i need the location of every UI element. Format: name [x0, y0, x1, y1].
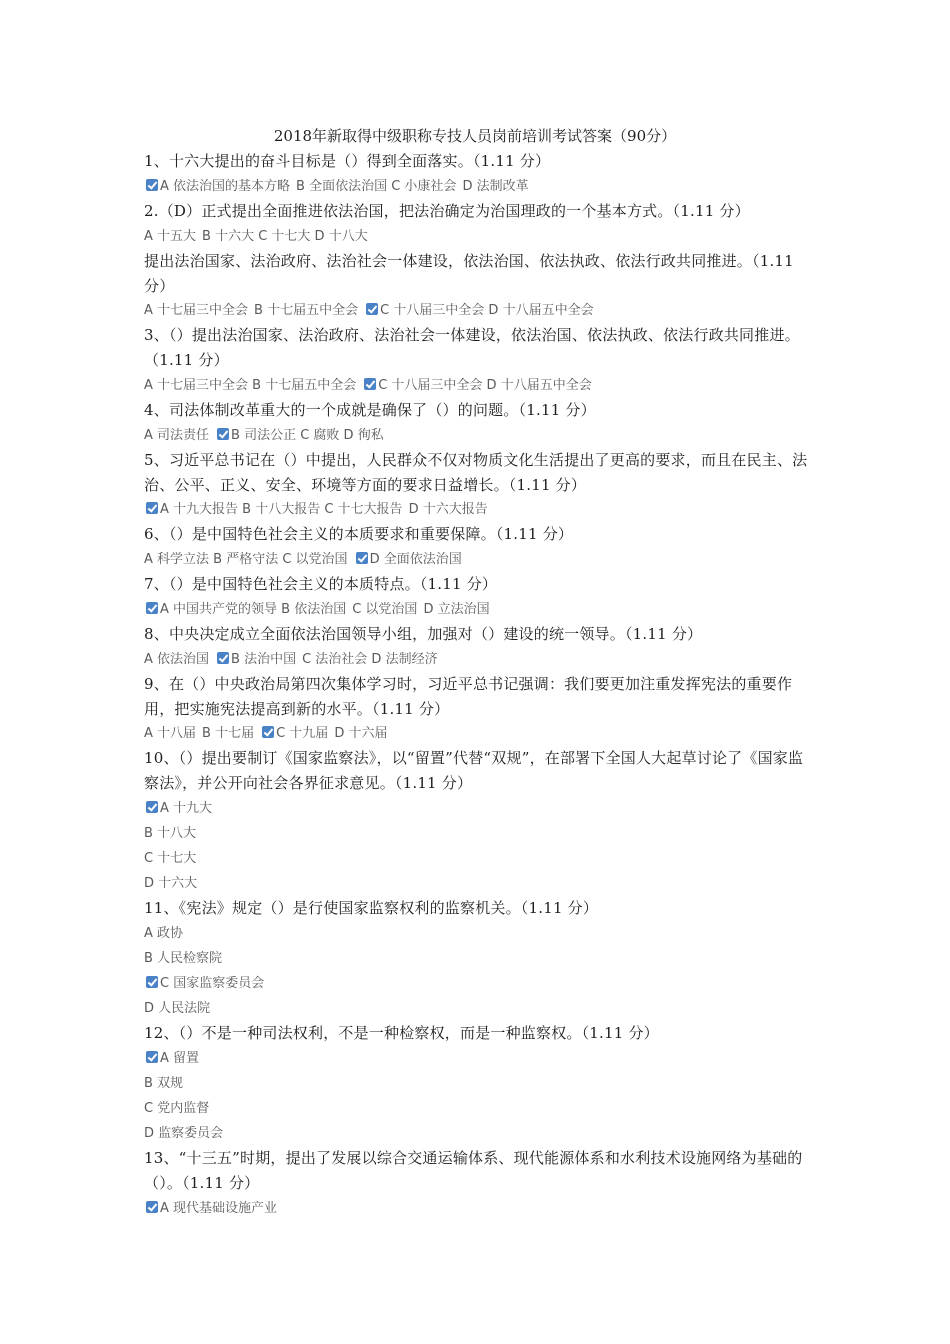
checkbox-checked-icon — [146, 179, 158, 191]
option-label: C 法治社会 D 法制经济 — [302, 652, 438, 667]
option-label: A 十八届 — [144, 726, 197, 741]
option-label: C 十九届 — [276, 726, 329, 741]
question-text: 5、习近平总书记在（）中提出，人民群众不仅对物质文化生活提出了更高的要求，而且在民主、法治、公平、正义、安全、环境等方面的要求日益增长。（1.11 分） — [144, 451, 808, 494]
option-label: D 十六届 — [334, 726, 388, 741]
checkbox-checked-icon — [146, 1051, 158, 1063]
answer-options — [144, 996, 814, 1021]
option-label: B 双规 — [144, 1076, 184, 1091]
checkbox-checked-icon — [217, 652, 229, 664]
checkbox-checked-icon — [146, 976, 158, 988]
answer-options — [144, 174, 814, 199]
option-label: B 十六大 C 十七大 D 十八大 — [202, 229, 368, 244]
answer-options — [144, 497, 814, 522]
question-text: 3、（）提出法治国家、法治政府、法治社会一体建设，依法治国、依法执政、依法行政共同推进。（1.11 分） — [144, 326, 800, 369]
option-label: C 党内监督 — [144, 1101, 210, 1116]
option-label: B 司法公正 C 腐败 D 徇私 — [231, 428, 384, 443]
option-label: C 国家监察委员会 — [160, 976, 265, 991]
answer-options — [144, 1096, 814, 1121]
checkbox-checked-icon — [217, 428, 229, 440]
checkbox-checked-icon — [364, 378, 376, 390]
checkbox-checked-icon — [146, 602, 158, 614]
answer-options — [144, 846, 814, 871]
option-label: D 全面依法治国 — [369, 552, 462, 567]
question-text: 4、司法体制改革重大的一个成就是确保了（）的问题。（1.11 分） — [144, 401, 596, 419]
option-label: A 中国共产党的领导 B 依法治国 — [160, 602, 347, 617]
question-text: 2.（D）正式提出全面推进依法治国，把法治确定为治国理政的一个基本方式。（1.11 分） — [144, 202, 750, 220]
option-label: A 依法治国的基本方略 — [160, 179, 291, 194]
option-label: B 十七届五中全会 — [254, 303, 359, 318]
option-label: D 立法治国 — [423, 602, 490, 617]
answer-options — [144, 647, 814, 672]
answer-options — [144, 298, 814, 323]
question-text: 13、“十三五”时期，提出了发展以综合交通运输体系、现代能源体系和水利技术设施网络为基础的（）。（1.11 分） — [144, 1149, 803, 1192]
answer-options — [144, 1046, 814, 1071]
option-label: B 十八大 — [144, 826, 197, 841]
question-text: 提出法治国家、法治政府、法治社会一体建设，依法治国、依法执政、依法行政共同推进。（1.11 分） — [144, 252, 794, 295]
answer-options — [144, 921, 814, 946]
option-label: C 十八届三中全会 D 十八届五中全会 — [380, 303, 594, 318]
answer-options — [144, 373, 814, 398]
document-title: 2018年新取得中级职称专技人员岗前培训考试答案（90分） — [273, 127, 677, 145]
option-label: C 以党治国 — [352, 602, 418, 617]
option-label: B 人民检察院 — [144, 951, 223, 966]
answer-options — [144, 871, 814, 896]
option-label: A 科学立法 B 严格守法 C 以党治国 — [144, 552, 348, 567]
answer-options — [144, 971, 814, 996]
checkbox-checked-icon — [262, 726, 274, 738]
checkbox-checked-icon — [146, 502, 158, 514]
checkbox-checked-icon — [366, 303, 378, 315]
option-label: D 监察委员会 — [144, 1126, 224, 1141]
answer-options — [144, 1071, 814, 1096]
option-label: D 十六大 — [144, 876, 198, 891]
question-text: 6、（）是中国特色社会主义的本质要求和重要保障。（1.11 分） — [144, 525, 574, 543]
option-label: A 十九大 — [160, 801, 213, 816]
option-label: A 政协 — [144, 926, 184, 941]
option-label: B 法治中国 — [231, 652, 297, 667]
option-label: A 十七届三中全会 — [144, 303, 249, 318]
option-label: C 十七大 — [144, 851, 197, 866]
checkbox-checked-icon — [356, 552, 368, 564]
answer-options — [144, 721, 814, 746]
question-text: 8、中央决定成立全面依法治国领导小组，加强对（）建设的统一领导。（1.11 分） — [144, 625, 703, 643]
checkbox-checked-icon — [146, 801, 158, 813]
option-label: A 十九大报告 B 十八大报告 C 十七大报告 — [160, 502, 403, 517]
answer-options — [144, 224, 814, 249]
option-label: D 法制改革 — [462, 179, 529, 194]
checkbox-checked-icon — [146, 1201, 158, 1213]
option-label: A 十五大 — [144, 229, 197, 244]
answer-options — [144, 1121, 814, 1146]
question-text: 10、（）提出要制订《国家监察法》，以“留置”代替“双规”，在部署下全国人大起草讨论了《国家监察法》，并公开向社会各界征求意见。（1.11 分） — [144, 749, 804, 792]
option-label: D 人民法院 — [144, 1001, 211, 1016]
answer-options — [144, 946, 814, 971]
answer-options — [144, 423, 814, 448]
option-label: A 留置 — [160, 1051, 200, 1066]
answer-options — [144, 796, 814, 821]
question-text: 9、在（）中央政治局第四次集体学习时，习近平总书记强调：我们要更加注重发挥宪法的重要作用，把实施宪法提高到新的水平。（1.11 分） — [144, 675, 793, 718]
option-label: A 现代基础设施产业 — [160, 1201, 278, 1216]
answer-options — [144, 547, 814, 572]
answer-options — [144, 597, 814, 622]
question-text: 12、（）不是一种司法权利，不是一种检察权，而是一种监察权。（1.11 分） — [144, 1024, 659, 1042]
question-text: 7、（）是中国特色社会主义的本质特点。（1.11 分） — [144, 575, 498, 593]
option-label: A 司法责任 — [144, 428, 210, 443]
answer-options — [144, 1196, 814, 1221]
option-label: B 全面依法治国 C 小康社会 — [296, 179, 457, 194]
option-label: D 十六大报告 — [408, 502, 488, 517]
option-label: C 十八届三中全会 D 十八届五中全会 — [378, 378, 592, 393]
option-label: A 十七届三中全会 B 十七届五中全会 — [144, 378, 357, 393]
question-text: 11、《宪法》规定（）是行使国家监察权利的监察机关。（1.11 分） — [144, 899, 599, 917]
option-label: A 依法治国 — [144, 652, 210, 667]
answer-options — [144, 821, 814, 846]
option-label: B 十七届 — [202, 726, 255, 741]
question-text: 1、十六大提出的奋斗目标是（）得到全面落实。（1.11 分） — [144, 152, 551, 170]
